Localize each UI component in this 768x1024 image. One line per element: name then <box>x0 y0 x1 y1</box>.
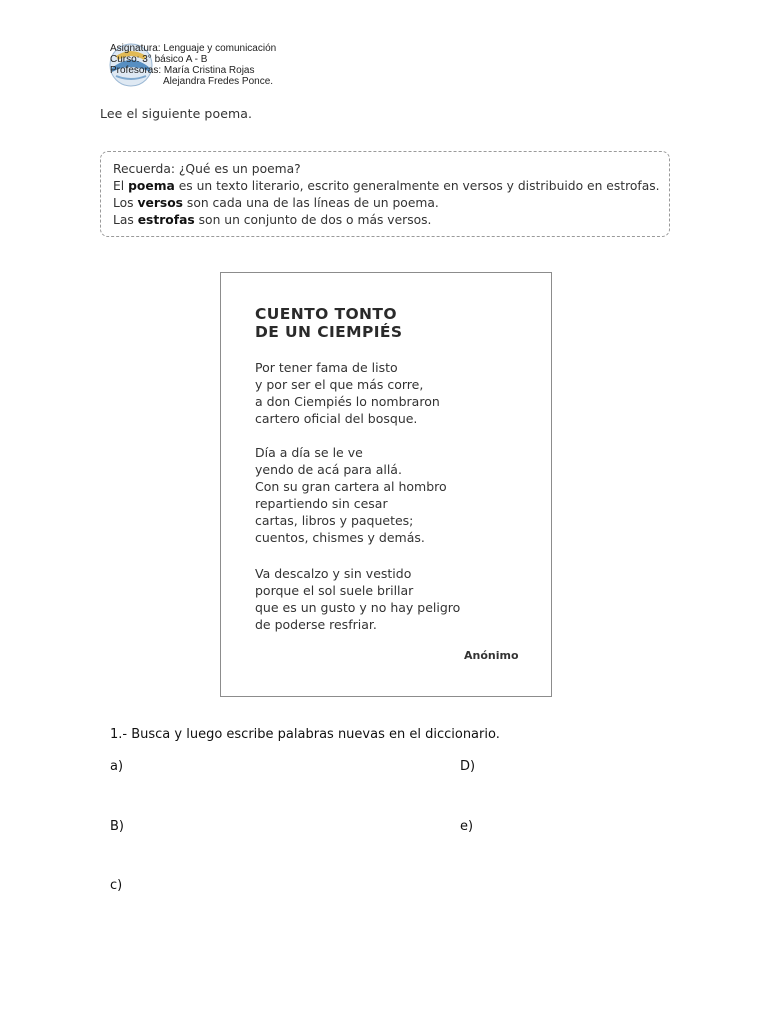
text: son un conjunto de dos o más versos. <box>194 213 432 227</box>
poem-verse: Por tener fama de listo <box>255 360 398 375</box>
text: Las <box>113 213 138 227</box>
answer-label-b: B) <box>110 819 124 834</box>
header-teachers-cont: Alejandra Fredes Ponce. <box>163 76 274 87</box>
poem-verse: que es un gusto y no hay peligro <box>255 600 461 615</box>
answer-label-a: a) <box>110 759 124 774</box>
poem-title-line1: CUENTO TONTO <box>255 305 397 323</box>
reminder-verse-definition <box>113 196 439 210</box>
answer-label-d: D) <box>460 759 476 774</box>
poem-stanza-2 <box>255 444 447 546</box>
question-1: 1.- Busca y luego escribe palabras nuevas en el diccionario. <box>110 727 500 742</box>
reminder-title: Recuerda: ¿Qué es un poema? <box>113 162 301 176</box>
text: Los <box>113 196 138 210</box>
poem-verse: y por ser el que más corre, <box>255 377 424 392</box>
poem-author: Anónimo <box>464 649 519 662</box>
instruction-text: Lee el siguiente poema. <box>100 106 253 121</box>
answer-label-e: e) <box>460 819 474 834</box>
bold-term: versos <box>137 196 183 210</box>
header-course: Curso: 3° básico A - B <box>110 54 208 65</box>
poem-stanza-3 <box>255 565 460 633</box>
poem-verse: de poderse resfriar. <box>255 617 377 632</box>
bold-term: poema <box>128 179 175 193</box>
text: es un texto literario, escrito generalmente en versos y distribuido en estrofas. <box>174 179 660 193</box>
header-subject: Asignatura: Lenguaje y comunicación <box>110 43 277 54</box>
poem-verse: yendo de acá para allá. <box>255 462 402 477</box>
poem-verse: porque el sol suele brillar <box>255 583 414 598</box>
reminder-stanza-definition <box>113 213 431 227</box>
poem-verse: a don Ciempiés lo nombraron <box>255 394 440 409</box>
text: El <box>113 179 129 193</box>
poem-stanza-1 <box>255 359 440 427</box>
poem-verse: cartero oficial del bosque. <box>255 411 418 426</box>
poem-verse: cuentos, chismes y demás. <box>255 530 425 545</box>
poem-verse: Con su gran cartera al hombro <box>255 479 447 494</box>
header-teachers: Profesoras: María Cristina Rojas <box>110 65 255 76</box>
bold-term: estrofas <box>137 213 195 227</box>
answer-label-c: c) <box>110 878 123 893</box>
poem-title-line2: DE UN CIEMPIÉS <box>255 323 403 341</box>
text: son cada una de las líneas de un poema. <box>183 196 439 210</box>
poem-verse: Día a día se le ve <box>255 445 363 460</box>
poem-verse: repartiendo sin cesar <box>255 496 388 511</box>
reminder-poem-definition <box>113 179 660 193</box>
poem-verse: Va descalzo y sin vestido <box>255 566 412 581</box>
poem-verse: cartas, libros y paquetes; <box>255 513 414 528</box>
